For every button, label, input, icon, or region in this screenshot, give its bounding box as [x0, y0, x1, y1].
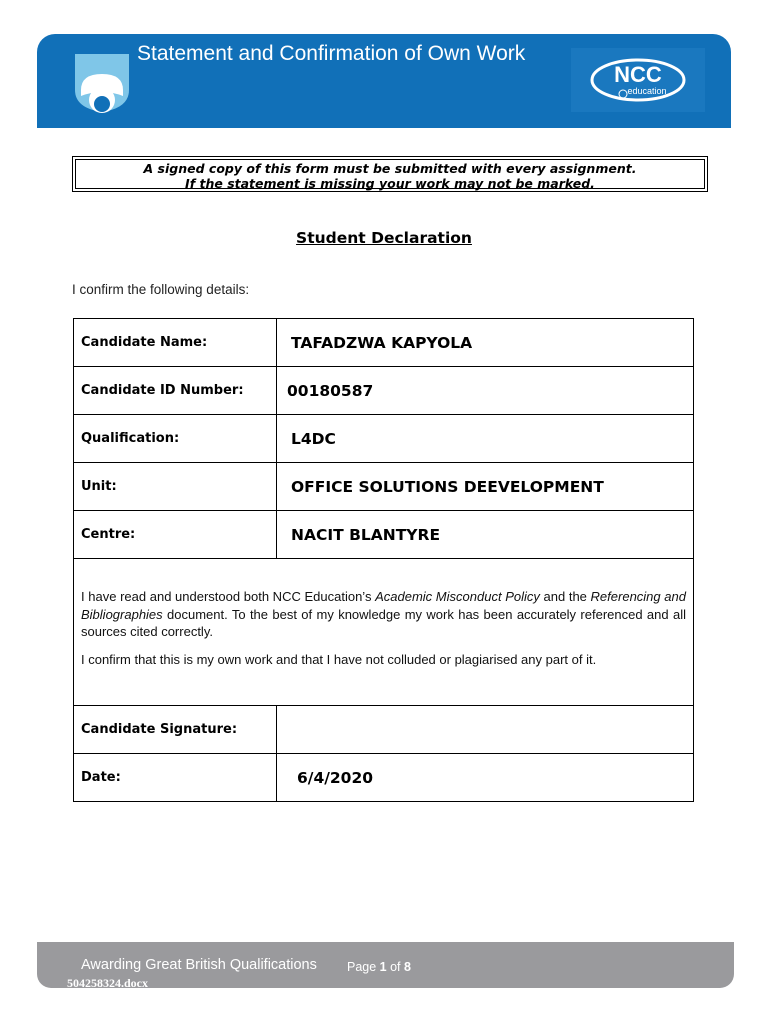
table-row — [74, 754, 694, 802]
table-row — [74, 511, 694, 559]
declaration-table — [73, 318, 694, 802]
table-row — [74, 415, 694, 463]
centre-value[interactable]: NACIT BLANTYRE — [277, 511, 694, 559]
qualification-label: Qualification: — [74, 415, 277, 463]
intro-text: I confirm the following details: — [72, 282, 250, 297]
notice-line-2: If the statement is missing your work may not be marked. — [185, 176, 595, 191]
table-row — [74, 559, 694, 706]
ncc-education-logo — [571, 48, 705, 112]
table-row — [74, 463, 694, 511]
date-value[interactable]: 6/4/2020 — [277, 754, 694, 802]
signature-label: Candidate Signature: — [74, 706, 277, 754]
signature-field[interactable] — [277, 706, 694, 754]
header-banner — [37, 34, 731, 128]
candidate-name-value[interactable]: TAFADZWA KAPYOLA — [277, 319, 694, 367]
page-title: Statement and Confirmation of Own Work — [137, 42, 526, 65]
ncc-logo-icon — [571, 48, 705, 112]
section-heading: Student Declaration — [296, 229, 472, 247]
submission-notice — [72, 156, 708, 192]
notice-line-1: A signed copy of this form must be submitted with every assignment. — [143, 161, 637, 176]
file-name: 504258324.docx — [67, 976, 148, 990]
centre-label: Centre: — [74, 511, 277, 559]
table-row — [74, 367, 694, 415]
page-indicator: Page 1 of 8 — [347, 960, 411, 974]
declaration-statement — [74, 559, 694, 706]
candidate-name-label: Candidate Name: — [74, 319, 277, 367]
ncc-logo-subtext: education — [627, 86, 667, 96]
table-row — [74, 319, 694, 367]
candidate-id-value[interactable]: 00180587 — [277, 367, 694, 415]
footer-tagline: Awarding Great British Qualifications — [81, 957, 317, 973]
candidate-id-label: Candidate ID Number: — [74, 367, 277, 415]
ncc-logo-text: NCC — [614, 62, 662, 87]
unit-label: Unit: — [74, 463, 277, 511]
table-row — [74, 706, 694, 754]
statement-paragraph-2: I confirm that this is my own work and that I have not colluded or plagiarised any part of it. — [81, 651, 597, 667]
shield-logo-icon — [73, 52, 131, 114]
statement-paragraph-1: I have read and understood both NCC Education’s Academic Misconduct Policy and the Referencing and Bibliographies document. To the best of my knowledge my work has been accurately referenced and all sources cited correctly. — [81, 589, 686, 639]
date-label: Date: — [74, 754, 277, 802]
unit-value[interactable]: OFFICE SOLUTIONS DEEVELOPMENT — [277, 463, 694, 511]
qualification-value[interactable]: L4DC — [277, 415, 694, 463]
